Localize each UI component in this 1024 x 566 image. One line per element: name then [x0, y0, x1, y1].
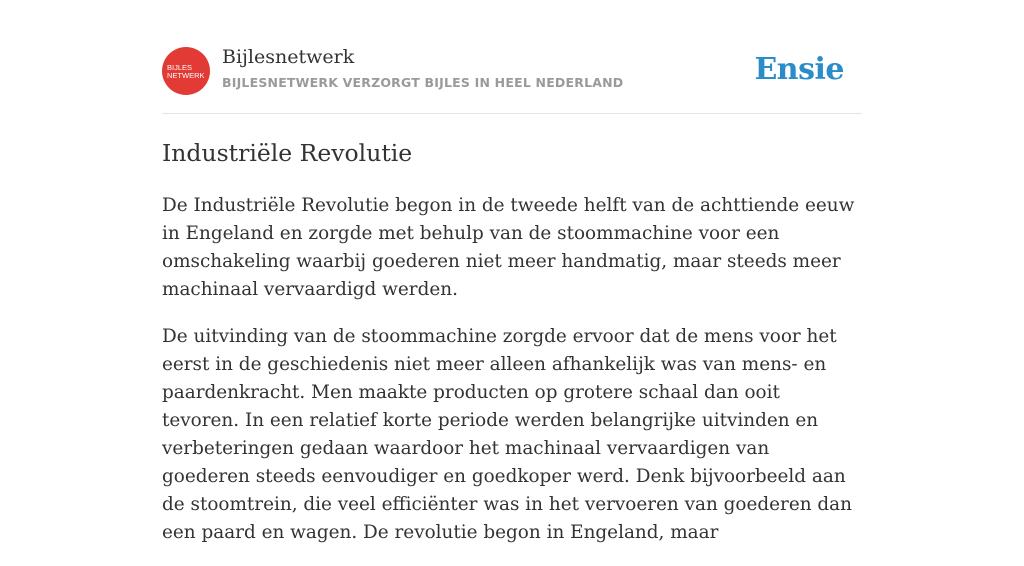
article-title: Industriële Revolutie — [162, 139, 413, 167]
author-tagline: BIJLESNETWERK VERZORGT BIJLES IN HEEL NEDERLAND — [222, 75, 624, 90]
author-name[interactable]: Bijlesnetwerk — [222, 46, 355, 68]
logo-text-line1: BIJLES — [167, 63, 193, 72]
author-logo[interactable] — [162, 47, 210, 95]
brand-logo[interactable]: Ensie — [754, 52, 844, 87]
logo-text-line2: NETWERK — [167, 71, 205, 80]
article-paragraph: De uitvinding van de stoommachine zorgde ervoor dat de mens voor het eerst in de geschiedenis niet meer alleen afhankelijk was van mens- en paardenkracht. Men maakte producten op grotere schaal dan ooit tevoren. In een relatief korte periode werden belangrijke uitvinden en verbeteringen gedaan waardoor het machinaal vervaardigen van goederen steeds eenvoudiger en goedkoper werd. Denk bijvoorbeeld aan de stoomtrein, die veel efficiënter was in het vervoeren van goederen dan een paard en wagen. De revolutie begon in Engeland, maar — [162, 326, 852, 543]
article — [162, 136, 862, 566]
bijlesnetwerk-logo-icon — [162, 47, 210, 95]
author-header — [162, 46, 862, 96]
article-paragraph: De Industriële Revolutie begon in de tweede helft van de achttiende eeuw in Engeland en zorgde met behulp van de stoommachine voor een omschakeling waarbij goederen niet meer handmatig, maar steeds meer machinaal vervaardigd werden. — [162, 195, 855, 300]
header-divider — [162, 113, 862, 114]
